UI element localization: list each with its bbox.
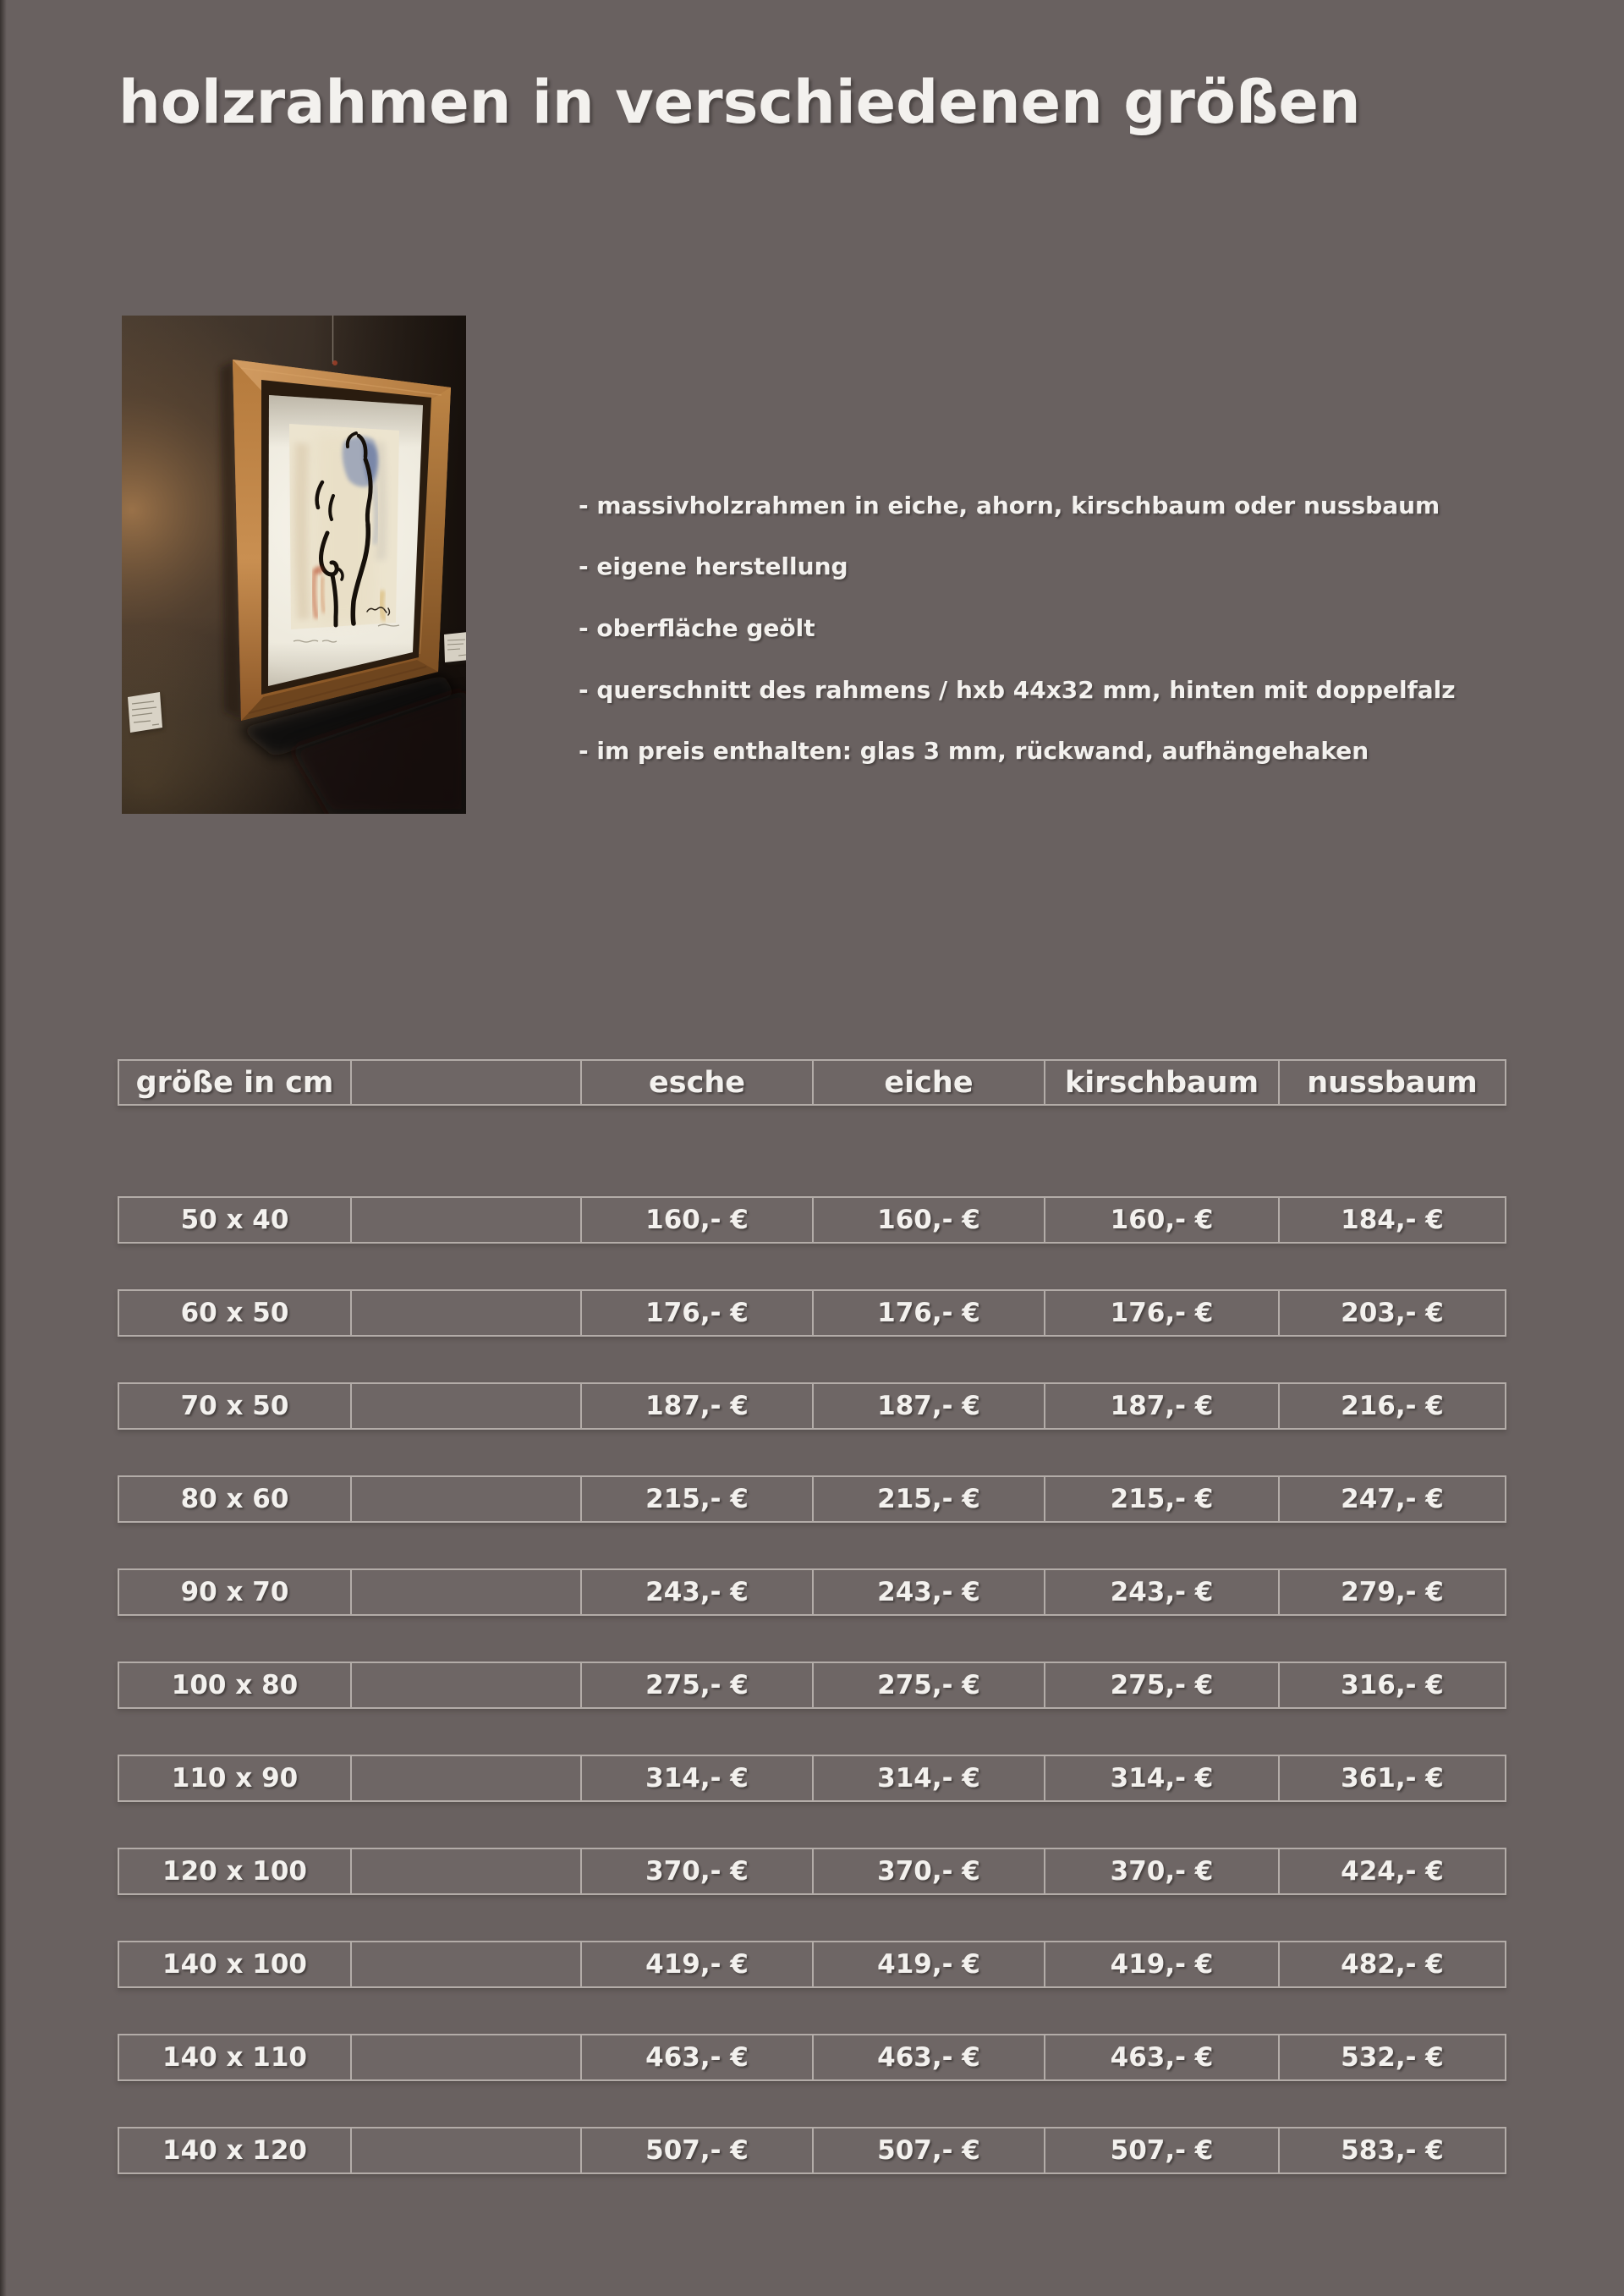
price-cell: 314,- € — [582, 1756, 814, 1800]
price-cell: 370,- € — [1045, 1849, 1280, 1893]
price-cell: 361,- € — [1341, 1763, 1444, 1793]
table-row — [118, 1568, 1506, 1616]
price-cell: 275,- € — [582, 1663, 814, 1707]
table-row — [118, 1941, 1506, 1988]
size-cell: 140 x 100 — [119, 1942, 352, 1986]
price-cell: 419,- € — [814, 1942, 1045, 1986]
price-cell: 482,- € — [1341, 1949, 1444, 1980]
price-cell: 463,- € — [1045, 2035, 1280, 2079]
header-esche-column: esche — [582, 1061, 814, 1104]
price-cell: 187,- € — [1045, 1384, 1280, 1428]
table-row — [118, 1382, 1506, 1430]
table-row — [118, 2034, 1506, 2081]
price-cell: 215,- € — [582, 1477, 814, 1521]
price-cell: 187,- € — [814, 1384, 1045, 1428]
size-cell: 60 x 50 — [119, 1291, 352, 1335]
table-row — [118, 2127, 1506, 2174]
empty-cell — [352, 1849, 582, 1893]
price-cell: 243,- € — [1045, 1570, 1280, 1614]
price-cell: 215,- € — [814, 1477, 1045, 1521]
price-cell: 176,- € — [1045, 1291, 1280, 1335]
price-cell: 243,- € — [582, 1570, 814, 1614]
empty-cell — [352, 1756, 582, 1800]
size-cell: 110 x 90 — [119, 1756, 352, 1800]
table-row — [118, 1848, 1506, 1895]
price-cell: 463,- € — [582, 2035, 814, 2079]
price-cell: 507,- € — [582, 2128, 814, 2172]
empty-cell — [352, 1384, 582, 1428]
feature-line: - eigene herstellung — [579, 552, 848, 580]
wall-label-bottom-left — [128, 692, 164, 735]
table-row — [118, 1755, 1506, 1802]
size-cell: 90 x 70 — [119, 1570, 352, 1614]
price-cell: 463,- € — [814, 2035, 1045, 2079]
header-size-column: größe in cm — [119, 1061, 352, 1104]
price-cell: 243,- € — [814, 1570, 1045, 1614]
price-cell: 160,- € — [582, 1198, 814, 1242]
size-cell: 140 x 120 — [119, 2128, 352, 2172]
price-cell: 583,- € — [1341, 2135, 1444, 2166]
page-left-shadow-edge — [0, 0, 7, 2296]
empty-cell — [352, 1198, 582, 1242]
feature-line: - massivholzrahmen in eiche, ahorn, kirschbaum oder nussbaum — [579, 492, 1440, 519]
price-cell: 370,- € — [814, 1849, 1045, 1893]
feature-line: - querschnitt des rahmens / hxb 44x32 mm, hinten mit doppelfalz — [579, 676, 1456, 704]
price-cell: 507,- € — [814, 2128, 1045, 2172]
empty-cell — [352, 1570, 582, 1614]
size-cell: 80 x 60 — [119, 1477, 352, 1521]
gallery-photo — [122, 316, 466, 814]
price-cell: 160,- € — [1045, 1198, 1280, 1242]
price-cell: 184,- € — [1341, 1205, 1444, 1235]
empty-cell — [352, 2128, 582, 2172]
price-cell: 275,- € — [814, 1663, 1045, 1707]
size-cell: 100 x 80 — [119, 1663, 352, 1707]
size-cell: 120 x 100 — [119, 1849, 352, 1893]
wall-label-right — [444, 632, 466, 664]
price-cell: 176,- € — [582, 1291, 814, 1335]
page-title: holzrahmen in verschiedenen größen — [118, 68, 1361, 137]
price-cell: 203,- € — [1341, 1298, 1444, 1328]
gallery-photo-art — [122, 316, 466, 814]
price-cell: 176,- € — [814, 1291, 1045, 1335]
size-cell: 70 x 50 — [119, 1384, 352, 1428]
price-cell: 419,- € — [1045, 1942, 1280, 1986]
empty-cell — [352, 1663, 582, 1707]
price-cell: 216,- € — [1341, 1391, 1444, 1421]
table-row — [118, 1289, 1506, 1337]
price-cell: 316,- € — [1341, 1670, 1444, 1700]
empty-cell — [352, 1291, 582, 1335]
empty-cell — [352, 1942, 582, 1986]
price-cell: 532,- € — [1341, 2042, 1444, 2073]
table-row — [118, 1662, 1506, 1709]
header-eiche-column: eiche — [814, 1061, 1045, 1104]
size-cell: 140 x 110 — [119, 2035, 352, 2079]
price-cell: 507,- € — [1045, 2128, 1280, 2172]
empty-cell — [352, 1477, 582, 1521]
table-row — [118, 1475, 1506, 1523]
price-cell: 160,- € — [814, 1198, 1045, 1242]
price-cell: 424,- € — [1341, 1856, 1444, 1887]
header-nussbaum-column: nussbaum — [1307, 1065, 1478, 1100]
price-cell: 279,- € — [1341, 1577, 1444, 1607]
price-cell: 187,- € — [582, 1384, 814, 1428]
price-cell: 215,- € — [1045, 1477, 1280, 1521]
table-row — [118, 1196, 1506, 1244]
empty-cell — [352, 2035, 582, 2079]
table-header-row — [118, 1059, 1506, 1106]
header-kirschbaum-column: kirschbaum — [1045, 1061, 1280, 1104]
price-cell: 314,- € — [1045, 1756, 1280, 1800]
feature-line: - im preis enthalten: glas 3 mm, rückwand, aufhängehaken — [579, 737, 1369, 765]
price-cell: 419,- € — [582, 1942, 814, 1986]
price-cell: 247,- € — [1341, 1484, 1444, 1514]
price-cell: 314,- € — [814, 1756, 1045, 1800]
feature-line: - oberfläche geölt — [579, 614, 815, 642]
header-empty-column — [352, 1061, 582, 1104]
size-cell: 50 x 40 — [119, 1198, 352, 1242]
price-cell: 370,- € — [582, 1849, 814, 1893]
price-cell: 275,- € — [1045, 1663, 1280, 1707]
